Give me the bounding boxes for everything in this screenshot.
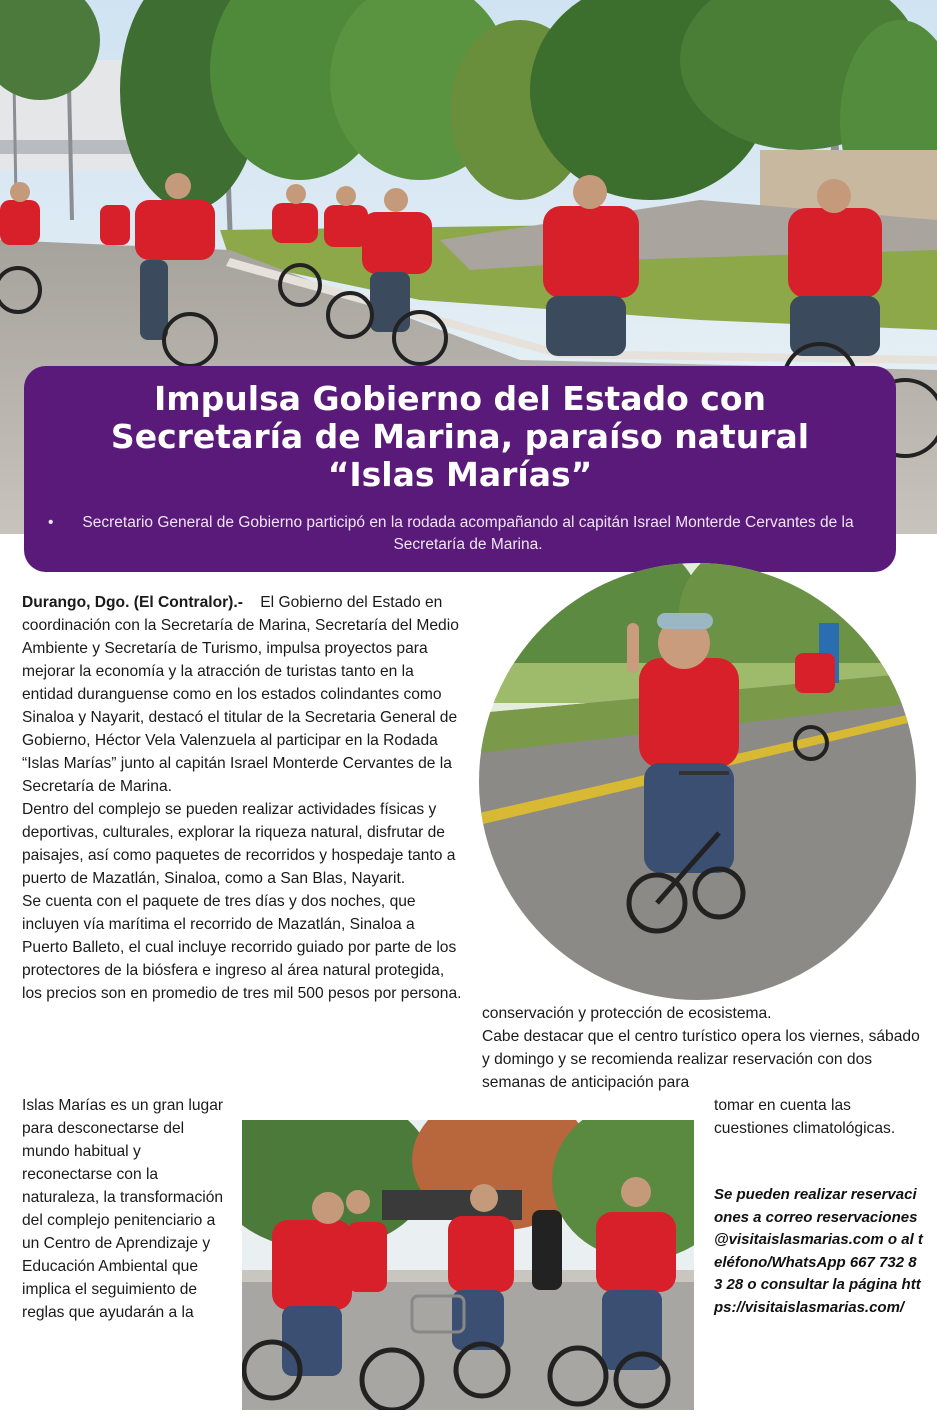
paragraph-5b: Cabe destacar que el centro turístico opera los viernes, sábado y domingo y se recomienda realizar reservación con dos semanas de anticipación para bbox=[482, 1028, 920, 1091]
subheadline-text: Secretario General de Gobierno participó en la rodada acompañando al capitán Israel Monterde Cervantes de la Secretaría de Marina. bbox=[82, 514, 854, 553]
article-column-left bbox=[22, 591, 462, 1005]
bullet-icon: • bbox=[48, 514, 54, 531]
reservation-contact-note: Se pueden realizar reservaciones a correo reservaciones@visitaislasmarias.com o al teléfono/WhatsApp 667 732 83 28 o consultar la página https://visitaislasmarias.com/ bbox=[714, 1186, 923, 1316]
paragraph-1-text: El Gobierno del Estado en coordinación con la Secretaría de Marina, Secretaría del Medio Ambiente y Secretaría de Turismo, impulsa proyectos para mejorar la economía y la atracción de turistas tanto en la entidad duranguense como en los estados colindantes como Sinaloa y Nayarit, destacó el titular de la Secretaria General de Gobierno, Héctor Vela Valenzuela al participar en la Rodada “Islas Marías” junto al capitán Israel Monterde Cervantes de la Secretaría de Marina. bbox=[22, 594, 459, 795]
circle-photo bbox=[479, 563, 916, 1000]
paragraph-3: Se cuenta con el paquete de tres días y dos noches, que incluyen vía marítima el recorrido de Mazatlán, Sinaloa a Puerto Balleto, el cual incluye recorrido guiado por parte de los protectores de la biósfera e ingreso al área natural protegida, los precios son en promedio de tres mil 500 pesos por persona. bbox=[22, 893, 462, 1002]
article-narrow-right bbox=[714, 1094, 924, 1140]
bottom-photo bbox=[242, 1120, 694, 1410]
paragraph-2: Dentro del complejo se pueden realizar actividades físicas y deportivas, culturales, explorar la riqueza natural, disfrutar de paisajes, así como paquetes de recorridos y hospedaje tanto a puerto de Mazatlán, Sinaloa, como a San Blas, Nayarit. bbox=[22, 801, 456, 887]
paragraph-5c: tomar en cuenta las cuestiones climatológicas. bbox=[714, 1097, 896, 1137]
paragraph-5a: conservación y protección de ecosistema. bbox=[482, 1005, 772, 1022]
paragraph-4: Islas Marías es un gran lugar para desconectarse del mundo habitual y reconectarse con la naturaleza, la transformación del complejo penitenciario a un Centro de Aprendizaje y Educación Ambiental que implica el seguimiento de reglas que ayudarán a la bbox=[22, 1097, 224, 1321]
paragraph-1 bbox=[22, 591, 462, 798]
dateline: Durango, Dgo. (El Contralor).- bbox=[22, 594, 243, 611]
article-headline: Impulsa Gobierno del Estado con Secretaría de Marina, paraíso natural “Islas Marías” bbox=[110, 379, 810, 494]
subheadline bbox=[48, 512, 868, 556]
article-narrow-left bbox=[22, 1094, 232, 1324]
article-column-right bbox=[482, 1002, 922, 1094]
headline-banner bbox=[24, 366, 896, 572]
